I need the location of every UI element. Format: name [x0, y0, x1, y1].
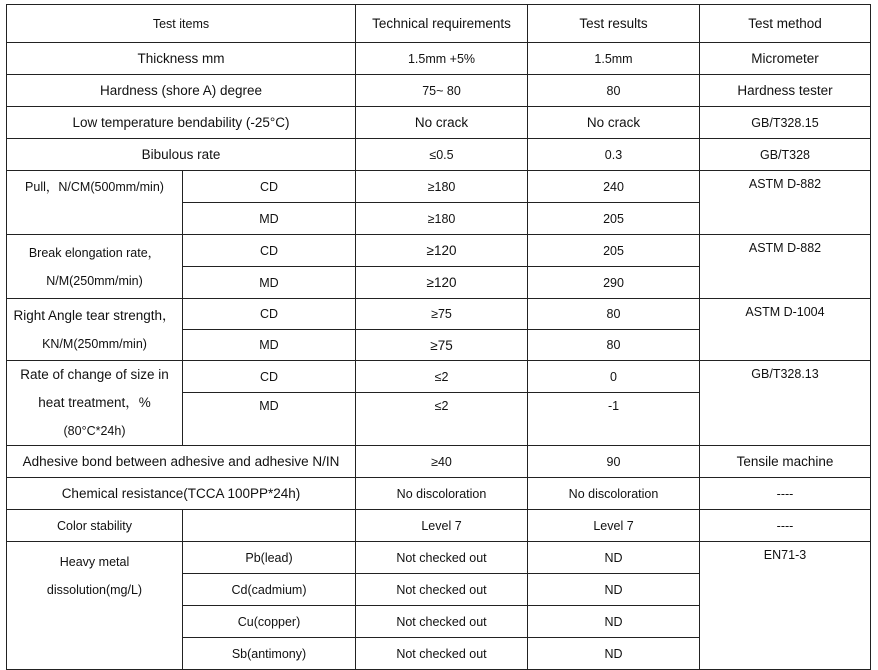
- requirement-cell: ≥75: [356, 299, 528, 330]
- table-row: [7, 75, 871, 107]
- method-cell: ASTM D-882: [700, 171, 871, 235]
- item-line: heat treatment，%: [38, 395, 151, 410]
- requirement-cell: No crack: [356, 107, 528, 139]
- item-cell: [7, 361, 183, 446]
- method-cell: Micrometer: [700, 43, 871, 75]
- table-row: [7, 235, 871, 267]
- direction-cell: MD: [183, 330, 356, 361]
- result-cell: Level 7: [528, 510, 700, 542]
- method-cell: GB/T328.15: [700, 107, 871, 139]
- method-cell: GB/T328: [700, 139, 871, 171]
- result-cell: ND: [528, 606, 700, 638]
- result-cell: No crack: [528, 107, 700, 139]
- direction-cell: MD: [183, 203, 356, 235]
- empty-cell: [183, 510, 356, 542]
- method-cell: EN71-3: [700, 542, 871, 670]
- method-cell: ----: [700, 510, 871, 542]
- item-line: dissolution(mg/L): [46, 583, 143, 597]
- method-cell: ----: [700, 478, 871, 510]
- requirement-cell: Level 7: [356, 510, 528, 542]
- requirement-cell: Not checked out: [356, 638, 528, 670]
- method-cell: Tensile machine: [700, 446, 871, 478]
- requirement-cell: ≥120: [356, 235, 528, 267]
- item-line: Break elongation rate，: [28, 245, 161, 260]
- requirement-cell: No discoloration: [356, 478, 528, 510]
- direction-cell: CD: [183, 361, 356, 393]
- requirement-cell: Not checked out: [356, 574, 528, 606]
- table-row: [7, 361, 871, 393]
- requirement-cell: ≤2: [356, 361, 528, 393]
- item-cell: Pull，N/CM(500mm/min): [7, 171, 183, 235]
- direction-cell: CD: [183, 235, 356, 267]
- item-line: (80°C*24h): [63, 424, 126, 438]
- item-line: KN/M(250mm/min): [42, 336, 147, 351]
- item-cell: [7, 235, 183, 299]
- result-cell: 205: [528, 235, 700, 267]
- result-cell: 90: [528, 446, 700, 478]
- requirement-cell: 75~ 80: [356, 75, 528, 107]
- table-row: [7, 510, 871, 542]
- requirement-cell: ≥180: [356, 203, 528, 235]
- item-cell: [7, 299, 183, 361]
- method-cell: Hardness tester: [700, 75, 871, 107]
- item-line: N/M(250mm/min): [46, 273, 143, 288]
- item-cell: Low temperature bendability (-25°C): [7, 107, 356, 139]
- item-cell: Chemical resistance(TCCA 100PP*24h): [7, 478, 356, 510]
- requirement-cell: ≥180: [356, 171, 528, 203]
- result-cell: ND: [528, 574, 700, 606]
- table-row: [7, 542, 871, 574]
- table-row: [7, 107, 871, 139]
- result-cell: ND: [528, 638, 700, 670]
- direction-cell: CD: [183, 171, 356, 203]
- result-cell: 80: [528, 75, 700, 107]
- result-cell: 80: [528, 330, 700, 361]
- direction-cell: CD: [183, 299, 356, 330]
- result-cell: -1: [528, 393, 700, 446]
- table-row: [7, 478, 871, 510]
- requirement-cell: ≤2: [356, 393, 528, 446]
- metal-cell: Pb(lead): [183, 542, 356, 574]
- metal-cell: Cd(cadmium): [183, 574, 356, 606]
- item-cell: Bibulous rate: [7, 139, 356, 171]
- result-cell: 0.3: [528, 139, 700, 171]
- header-row: [7, 5, 871, 43]
- requirement-cell: ≤0.5: [356, 139, 528, 171]
- header-test-items: Test items: [7, 5, 356, 43]
- header-test-results: Test results: [528, 5, 700, 43]
- test-results-table: [6, 4, 871, 670]
- method-cell: ASTM D-1004: [700, 299, 871, 361]
- table-row: [7, 299, 871, 330]
- direction-cell: MD: [183, 267, 356, 299]
- method-cell: GB/T328.13: [700, 361, 871, 446]
- item-cell: Adhesive bond between adhesive and adhesive N/IN: [7, 446, 356, 478]
- requirement-cell: ≥75: [356, 330, 528, 361]
- item-cell: Thickness mm: [7, 43, 356, 75]
- result-cell: No discoloration: [528, 478, 700, 510]
- requirement-cell: 1.5mm +5%: [356, 43, 528, 75]
- item-cell: [7, 542, 183, 670]
- requirement-cell: ≥120: [356, 267, 528, 299]
- result-cell: 80: [528, 299, 700, 330]
- item-cell: Color stability: [7, 510, 183, 542]
- requirement-cell: Not checked out: [356, 542, 528, 574]
- table-row: [7, 139, 871, 171]
- result-cell: 290: [528, 267, 700, 299]
- table-row: [7, 43, 871, 75]
- item-line: Right Angle tear strength，: [13, 307, 176, 323]
- result-cell: 0: [528, 361, 700, 393]
- metal-cell: Cu(copper): [183, 606, 356, 638]
- result-cell: 205: [528, 203, 700, 235]
- metal-cell: Sb(antimony): [183, 638, 356, 670]
- item-line: Heavy metal: [59, 555, 130, 569]
- item-line: Rate of change of size in: [20, 367, 169, 382]
- requirement-cell: ≥40: [356, 446, 528, 478]
- requirement-cell: Not checked out: [356, 606, 528, 638]
- header-test-method: Test method: [700, 5, 871, 43]
- direction-cell: MD: [183, 393, 356, 446]
- header-technical-requirements: Technical requirements: [356, 5, 528, 43]
- result-cell: ND: [528, 542, 700, 574]
- table-row: [7, 171, 871, 203]
- item-cell: Hardness (shore A) degree: [7, 75, 356, 107]
- result-cell: 1.5mm: [528, 43, 700, 75]
- result-cell: 240: [528, 171, 700, 203]
- table-row: [7, 446, 871, 478]
- method-cell: ASTM D-882: [700, 235, 871, 299]
